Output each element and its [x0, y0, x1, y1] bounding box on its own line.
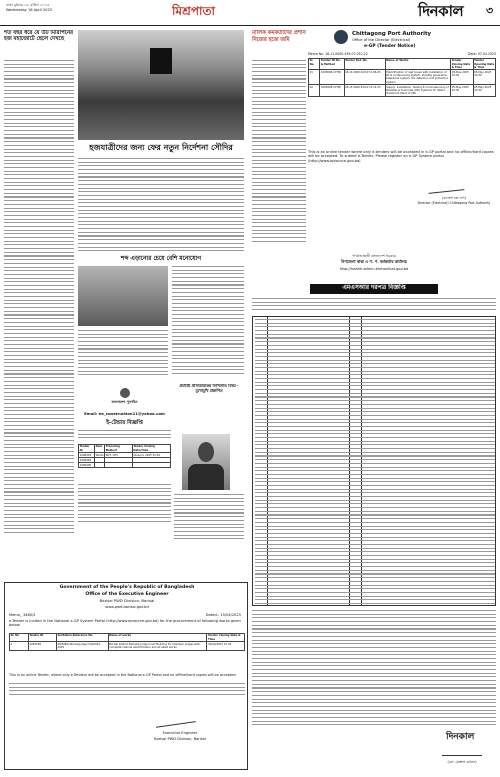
rhd-th-method: Procuring Method — [105, 445, 133, 453]
footer-signature-mark — [442, 750, 482, 756]
left-story-headline: শত বছর ধরে যে উট মিরিপিনের হজ মহাজোটে ছেলে দেখছে — [4, 30, 74, 43]
rhd-cell: 1098493 — [79, 453, 95, 458]
rhd-title: ই-টেন্ডার বিজ্ঞপ্তি — [106, 420, 143, 426]
port-signature: (রাজেশ চন্দ্র দাস) — [442, 196, 466, 200]
port-logo — [334, 30, 348, 44]
health-schedule-table — [252, 316, 496, 606]
rhd-table-wrap — [78, 444, 171, 468]
port-org: Chittagong Port Authority — [352, 31, 432, 37]
port-cell: 05-May-2025 10:30 — [451, 85, 473, 96]
port-table-wrap — [308, 58, 496, 97]
rhd-th-item: Item — [94, 445, 104, 453]
port-table-header — [309, 59, 496, 70]
pwd-signer-div: Barisal PWD Division, Barisal — [154, 737, 206, 741]
port-cell: Electrification of rest house with installation of PA & conferencing system, standby generation, telephone system, fire detection and protection system — [385, 70, 450, 85]
sub-story-body-2 — [78, 330, 168, 380]
port-footer: This is an online tender where only e-tenders will be accepted in e-GP portal and no offline/hard copies will be accepted. To submit e-Tender, Please register on e-GP System portal (http://www.eprocure.gov.bd) — [308, 150, 494, 163]
port-cell: 05-May-2025 10:30 — [451, 70, 473, 85]
pwd-office: Office of the Executive Engineer — [85, 592, 169, 597]
rhd-intro — [78, 430, 171, 442]
page-number: ৩ — [486, 4, 494, 17]
rhd-email: Email: ee_construction11@yahoo.com — [84, 411, 165, 416]
pwd-cell: 1083188 — [28, 642, 56, 650]
table-row — [309, 70, 496, 85]
port-cell: 1083688 (OTM) — [320, 85, 344, 96]
health-table-body — [255, 319, 495, 605]
port-cell: Supply, Installation, Testing & Commissioning of Resistance Dummies (RD) Systems for Water Treatment Plant of CPA — [386, 85, 449, 96]
logo-text: দিনকাল — [418, 2, 464, 20]
date-english: Wednesday 16 April 2025 — [6, 7, 53, 12]
promo-block — [174, 384, 244, 544]
hajj-story-headline: হজযাত্রীদের জন্য ফের নতুন নির্দেশনা সৌদির — [89, 142, 233, 152]
rhd-cell: 20-April, 2025 15:30 — [132, 453, 170, 458]
port-th-opening: Tender Opening Date & Time — [474, 59, 495, 69]
port-tag: e-GP (Tender Notice) — [364, 44, 416, 49]
footer-logo — [446, 732, 474, 743]
pwd-cell: 30/04/2025 12:30 — [207, 642, 245, 650]
rhd-logo — [120, 388, 130, 398]
rhd-cell: Works — [95, 453, 104, 457]
table-row — [79, 463, 171, 468]
rhd-th-closing: Tender Closing Date/Time — [132, 445, 170, 453]
health-url: http://health.admin.khmonihat.gov.bd — [339, 267, 409, 271]
rhd-cell: 1098495 — [79, 463, 95, 468]
promo-headline: প্রশ্নবিষ্ট প্রসিডিরিকের লিখিতীত বিষয় - মুখোমুখি প্রকাশিত — [179, 384, 239, 393]
pwd-th-sl: Sl. No — [10, 634, 29, 642]
pwd-cell: PWD/BA/44/LAG/Judge/ 0/9/2024-2025 — [56, 642, 108, 650]
rhd-th-id: Tender ID — [79, 445, 95, 453]
pwd-tender-table — [9, 633, 245, 651]
date-line — [6, 3, 96, 12]
port-signature-role: Director (Electrical) Chittagong Port Authority — [417, 201, 491, 205]
table-row — [10, 642, 245, 650]
health-top-line: গণপ্রজাতন্ত্রী বাংলাদেশ সরকার — [352, 254, 396, 258]
rhd-org: বাংলাদেশ পুনর্গঠন — [111, 400, 138, 404]
pwd-notice — [4, 582, 248, 770]
promo-body — [174, 494, 244, 544]
pwd-th-ref: Invitation Reference No. — [56, 634, 108, 642]
table-row — [309, 85, 496, 96]
pwd-table-wrap — [9, 633, 245, 651]
port-office: Office of the Director (Electrical) — [352, 38, 411, 42]
masthead — [0, 0, 500, 26]
port-tender-notice — [308, 30, 496, 250]
port-th-works: Name of Works — [385, 59, 450, 70]
date-bangla: ঢাকা বুধবার ১৬ এপ্রিল ২০২৫ — [6, 3, 50, 7]
pwd-memo: Memo_ 3480/2 — [9, 613, 36, 617]
port-cell: 1083686 (OTM) — [320, 70, 344, 85]
rhd-cell: NCT, LTM — [105, 453, 133, 458]
rhd-cell — [94, 463, 104, 468]
person-photo — [182, 434, 230, 490]
pwd-footer-text — [9, 683, 245, 703]
health-office: উপজেলা স্বাস্থ্য ও প. প. কর্মকর্তার কার্যালয় — [341, 259, 407, 264]
pwd-division: Barisal PWD Division, Barisal — [99, 598, 155, 603]
person-body — [188, 464, 224, 490]
rhd-tender-table — [78, 444, 171, 468]
port-cell: 01 — [309, 70, 320, 85]
person-face — [198, 442, 214, 462]
rhd-notice — [78, 388, 171, 548]
port-memo: Memo No. 18.11.0000.439.07.052.22 — [308, 52, 368, 56]
pwd-table-header — [10, 634, 245, 642]
port-th-id: Tender ID No. & Method — [320, 59, 344, 70]
port-date: Date: 07.04.2025 — [468, 52, 496, 56]
port-th-sl: Sl. No. — [309, 59, 320, 70]
pwd-th-works: Name of works — [108, 634, 207, 642]
footer-logo-text: দিনকাল — [446, 732, 475, 742]
pwd-signature-mark — [154, 708, 196, 727]
port-cell: 05-May-2025 10:30 — [473, 85, 495, 96]
pwd-th-closing: Tender Closing Date & Time — [207, 634, 245, 642]
port-cell: 18.11.0000.429.07.0.12.25 — [344, 85, 385, 96]
pwd-gov: Government of the People's Republic of Bangladesh — [59, 585, 195, 590]
port-red-block — [252, 30, 306, 250]
health-intro — [252, 298, 496, 314]
rhd-cell — [132, 463, 170, 468]
pwd-th-id: Tender ID — [28, 634, 56, 642]
footer-signature: (মো: মোস্তফা কামাল) — [447, 760, 477, 764]
pwd-cell: Barisal District Barisale Judge Court Building for Chamber Judges with complete internal electrification and all allied works — [108, 642, 207, 650]
pwd-cell: 1 — [10, 642, 29, 650]
port-cell: 02 — [309, 85, 320, 96]
section-title: মিশ্রপাতা — [172, 4, 215, 18]
kaaba-shape — [150, 48, 172, 74]
port-th-closing: Tender Closing Date & Time — [451, 59, 473, 70]
port-signature-mark — [428, 180, 465, 194]
sub-story-headline: শব্দ এড়ানোর চেয়ে বেশি মনোযোগ — [120, 256, 202, 262]
pwd-footer: This is an online Tender, where only e-Tenders will be accepted in the National e-GP Portal and no offline/hard copies will be accepted. — [9, 673, 237, 677]
port-red-title: মালিক কর্মকর্তাদের প্রশান নিজের হজে জমি — [252, 30, 306, 43]
port-cell: 18.11.0000.429.07.0.08.25 — [344, 70, 385, 85]
health-conditions — [252, 610, 496, 730]
pwd-web: www.pwd.barisal.gov.bd — [105, 605, 149, 609]
health-title-bar — [310, 284, 438, 294]
port-tender-table — [308, 58, 496, 97]
port-th-ref: Tender Ref. No. — [344, 59, 385, 70]
port-cell: 05-May-2025 10:30 — [473, 70, 495, 85]
hajj-photo — [78, 30, 244, 140]
left-story-body — [4, 60, 74, 570]
hajj-story-body — [78, 158, 244, 256]
sub-story-body — [172, 266, 244, 381]
health-notice — [252, 254, 496, 770]
pwd-date: Dated:- 15/04/2025 — [205, 613, 241, 617]
newspaper-logo — [418, 2, 463, 21]
protest-photo — [78, 266, 168, 326]
rhd-cell — [105, 463, 133, 468]
rhd-table-header — [79, 445, 171, 453]
pwd-signer: Executive Engineer — [162, 731, 198, 735]
left-story — [4, 30, 74, 570]
pwd-intro: e-Tender is invited in the National e-GP System Portal (http://www.eprocure.gov.bd) for the procurement of following works given below. — [9, 619, 241, 628]
health-title: এমএসআর দরপত্র বিজ্ঞপ্তি — [342, 284, 406, 291]
rhd-cell: 1098494 — [79, 458, 95, 463]
rhd-footer-text — [78, 484, 171, 534]
port-red-body — [252, 60, 306, 250]
